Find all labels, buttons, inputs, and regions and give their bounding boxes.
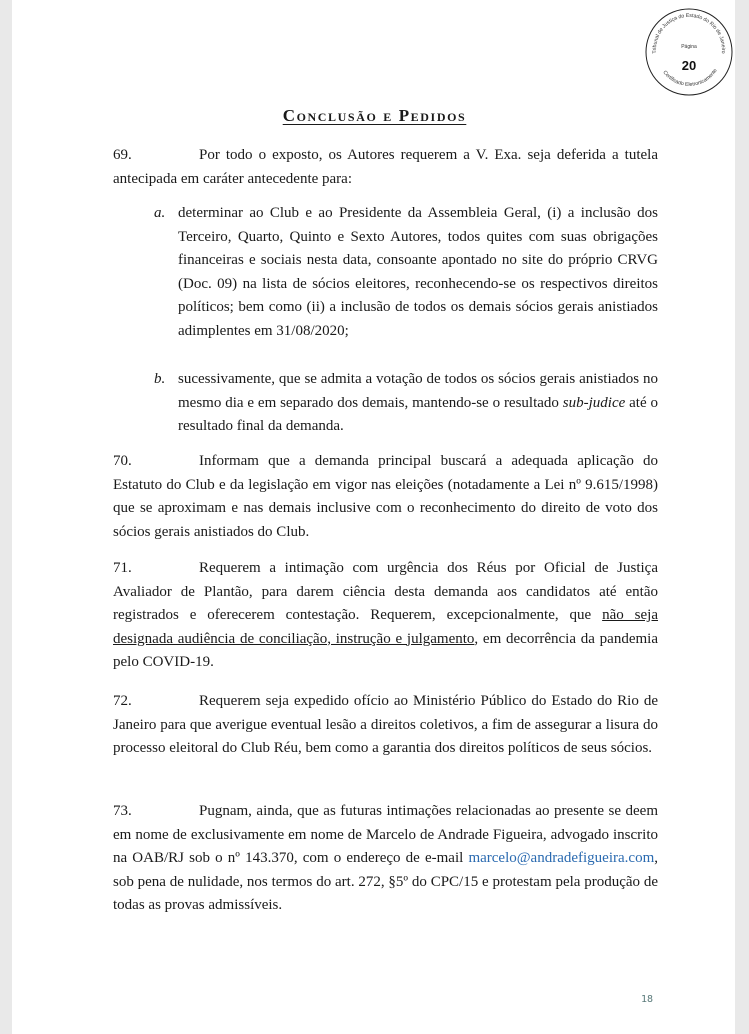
paragraph-70 [113, 450, 658, 544]
paragraph-text-end: , em decorrência da pandemia pelo COVID-19. [113, 630, 658, 670]
paragraph-number: 69. [113, 147, 132, 163]
paragraph-number: 70. [113, 453, 132, 469]
paragraph-text: Por todo o exposto, os Autores requerem a V. Exa. seja deferida a tutela antecipada em caráter antecedente para: [113, 147, 658, 187]
email-link[interactable]: marcelo@andradefigueira.com [468, 850, 655, 866]
paragraph-text: Requerem a intimação com urgência dos Réus por Oficial de Justiça Avaliador de Plantão, para darem ciência desta demanda aos candidatos até então registrados e oferecerem contestação. Requerem, excepcionalmente, que [113, 560, 658, 623]
paragraph-text-end: , sob pena de nulidade, nos termos do art. 272, §5º do CPC/15 e protestam pela produção de todas as provas admissíveis. [113, 850, 658, 913]
paragraph-71 [113, 557, 658, 675]
list-letter: a. [154, 205, 166, 221]
court-stamp [643, 6, 735, 98]
list-item-text: determinar ao Club e ao Presidente da Assembleia Geral, (i) a inclusão dos Terceiro, Quarto, Quinto e Sexto Autores, todos quites com suas obrigações financeiras e sociais nesta data, consoante apontado no site do próprio CRVG (Doc. 09) na lista de sócios eleitores, reconhecendo-se os respectivos direitos políticos; bem como (ii) a inclusão de todos os demais sócios gerais anistiados adimplentes em 31/08/2020; [178, 205, 658, 339]
paragraph-69 [113, 144, 658, 191]
paragraph-number: 71. [113, 560, 132, 576]
paragraph-72 [113, 690, 658, 761]
stamp-page-number: 20 [681, 58, 697, 73]
section-heading: Conclusão e Pedidos [282, 106, 467, 125]
paragraph-73 [113, 800, 658, 918]
list-item-b [154, 368, 658, 439]
stamp-bottom-text: Certificado Eletronicamente [661, 67, 719, 88]
paragraph-text: Pugnam, ainda, que as futuras intimações relacionadas ao presente se deem em nome de exclusivamente em nome de Marcelo de Andrade Figueira, advogado inscrito na OAB/RJ sob o nº 143.370, com o endereço de e-mail [113, 803, 658, 866]
stamp-seal-icon [643, 6, 735, 98]
list-item-a [154, 202, 658, 343]
paragraph-text: Informam que a demanda principal buscará a adequada aplicação do Estatuto do Club e da legislação em vigor nas eleições (notadamente a Lei nº 9.615/1998) que se aproximam e nas demais inclusive com o reconhecimento do direito de voto dos sócios gerais anistiados do Club. [113, 453, 658, 540]
italic-term: sub-judice [562, 394, 626, 411]
paragraph-text: Requerem seja expedido ofício ao Ministério Público do Estado do Rio de Janeiro para que averigue eventual lesão a direitos coletivos, a fim de assegurar a lisura do processo eleitoral do Club Réu, bem como a garantia dos direitos políticos de seus sócios. [113, 693, 658, 756]
list-item-text: sucessivamente, que se admita a votação de todos os sócios gerais anistiados no mesmo dia e em separado dos demais, mantendo-se o resultado [178, 371, 658, 411]
list-letter: b. [154, 371, 166, 387]
footer-page-number: 18 [641, 994, 654, 1005]
paragraph-number: 73. [113, 803, 132, 819]
stamp-label: Página [681, 44, 697, 50]
list-item-text-end: até o resultado final da demanda. [178, 394, 658, 434]
paragraph-number: 72. [113, 693, 132, 709]
underlined-request: não seja designada audiência de conciliação, instrução e julgamento [113, 607, 659, 647]
stamp-top-text: Tribunal de Justiça do Estado do Rio de Janeiro [651, 12, 727, 54]
